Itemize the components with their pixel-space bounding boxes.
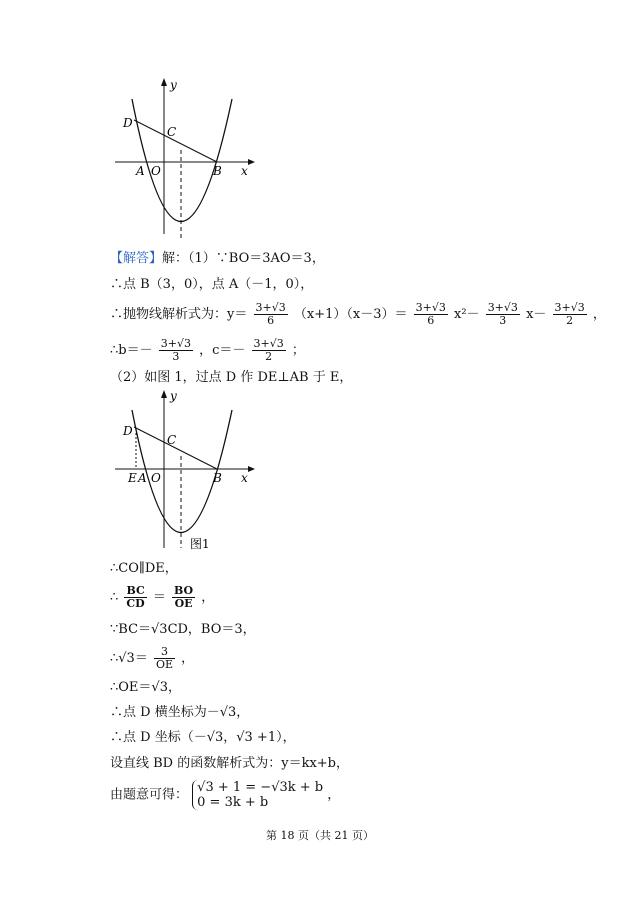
l3-x2: x²－	[454, 307, 480, 322]
l4-frac-2-num: 3+√3	[253, 337, 284, 350]
l3-frac-2-den: 6	[427, 314, 435, 327]
answer-line-7	[110, 585, 214, 610]
l7-pre: ∴	[110, 590, 119, 605]
l9-pre: ∴√3＝	[110, 651, 148, 666]
l7-frac-2-den: OE	[174, 597, 193, 610]
answer-line-3	[110, 302, 606, 327]
answer-line-10: ∴OE＝√3，	[110, 680, 181, 695]
answer-line-2: ∴点 B（3，0），点 A（－1，0），	[110, 277, 314, 292]
label-o: O	[151, 471, 161, 485]
label-a: A	[138, 471, 147, 485]
l14-pre: 由题意可得：	[110, 787, 189, 803]
l3-frac-1-num: 3+√3	[255, 301, 286, 314]
system-eq-2: 0 = 3k + b	[197, 795, 269, 810]
answer-line-1-text: 解：（1）∵BO＝3AO＝3，	[162, 251, 325, 266]
answer-line-11: ∴点 D 横坐标为－√3，	[110, 705, 250, 720]
l7-eq: ＝	[152, 590, 166, 605]
l3-frac-1	[254, 302, 288, 327]
l7-frac-1-den: CD	[126, 597, 145, 610]
answer-line-14	[110, 780, 340, 810]
l4-end: ；	[291, 343, 305, 358]
axis-x-label: x	[241, 164, 248, 178]
y-axis-arrow	[161, 78, 167, 86]
label-c: C	[167, 433, 177, 447]
l3-frac-3	[486, 302, 520, 327]
l4-mid: ，c＝－	[199, 343, 246, 358]
l14-end: ，	[327, 787, 341, 803]
answer-line-12: ∴点 D 坐标（－√3，√3 +1），	[110, 730, 296, 745]
l9-end: ，	[181, 651, 195, 666]
label-a: A	[136, 164, 145, 178]
parabola-curve	[132, 99, 232, 222]
figure-caption: 图1	[190, 537, 210, 551]
axis-y-label: y	[170, 78, 177, 92]
label-e: E	[128, 471, 137, 485]
parabola-figure-1	[110, 388, 260, 558]
answer-line-5: （2）如图 1，过点 D 作 DE⊥AB 于 E，	[110, 370, 353, 385]
l9-frac-num: 3	[154, 646, 175, 659]
answer-line-8: ∵BC＝√3CD，BO＝3，	[110, 622, 256, 637]
label-b: B	[213, 471, 222, 485]
page-footer: 第 18 页（共 21 页）	[266, 829, 374, 842]
l9-frac-den: OE	[155, 658, 174, 671]
l3-x: x－	[526, 307, 547, 322]
parabola-figure-top	[110, 74, 260, 244]
l3-frac-2	[414, 302, 448, 327]
y-axis-arrow	[161, 390, 167, 398]
x-axis-arrow	[248, 159, 255, 165]
l7-frac-1	[124, 585, 146, 610]
l4-frac-1	[159, 338, 193, 363]
axis-y-label: y	[170, 389, 177, 403]
label-c: C	[167, 125, 177, 139]
l7-frac-2	[172, 585, 195, 610]
l7-end: ，	[201, 590, 215, 605]
l3-end: ，	[592, 307, 606, 322]
system-eq-1: √3 + 1 = −√3k + b	[197, 780, 324, 795]
label-o: O	[151, 164, 161, 178]
answer-line-9	[110, 646, 194, 671]
l3-mid: （x+1）（x－3）＝	[293, 307, 408, 322]
answer-line-13: 设直线 BD 的函数解析式为：y＝kx+b，	[110, 756, 350, 771]
l3-frac-4	[553, 302, 587, 327]
l7-frac-2-num: BO	[174, 584, 194, 597]
l7-frac-1-num: BC	[124, 585, 146, 598]
l3-frac-3-den: 3	[499, 314, 507, 327]
l4-frac-1-den: 3	[172, 350, 180, 363]
answer-line-1	[110, 251, 325, 267]
label-d: D	[123, 116, 133, 130]
l3-frac-1-den: 6	[267, 314, 275, 327]
l3-frac-3-num: 3+√3	[487, 301, 518, 314]
answer-line-6: ∴CO∥DE，	[110, 561, 178, 576]
label-b: B	[213, 164, 222, 178]
l3-frac-4-den: 2	[566, 314, 574, 327]
l4-frac-2	[252, 338, 286, 363]
l3-frac-2-num: 3+√3	[415, 301, 446, 314]
l3-pre: ∴抛物线解析式为：y＝	[110, 307, 248, 322]
answer-tag: 【解答】	[110, 251, 163, 266]
axis-x-label: x	[241, 471, 248, 485]
l4-frac-1-num: 3+√3	[160, 337, 191, 350]
x-axis-arrow	[248, 466, 255, 472]
l4-pre: ∴b＝－	[110, 343, 153, 358]
label-d: D	[123, 424, 133, 438]
equation-system	[192, 780, 323, 810]
l4-frac-2-den: 2	[265, 350, 273, 363]
l3-frac-4-num: 3+√3	[554, 301, 585, 314]
answer-line-4	[110, 338, 305, 363]
l9-frac	[154, 646, 175, 671]
